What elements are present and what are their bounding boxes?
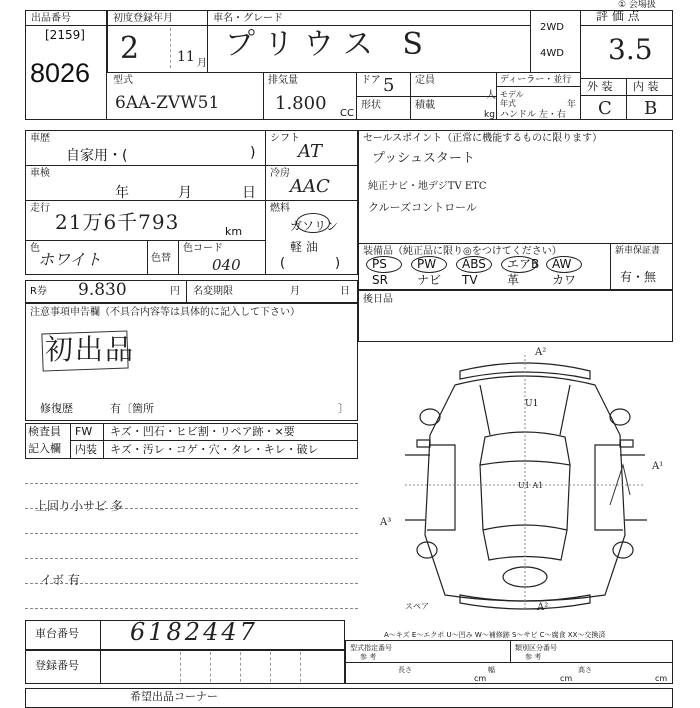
length-unit: cm <box>474 674 487 683</box>
spare-label: 後日品 <box>363 294 393 305</box>
color-code-value: 040 <box>212 256 241 274</box>
dealer-label[interactable]: ディーラー・並行 <box>500 75 572 85</box>
model-cert-label: 型式指定番号 <box>350 644 392 652</box>
capacity-unit: 人 <box>486 90 496 101</box>
equipment-item-8[interactable]: TV <box>462 273 478 287</box>
recycle-row <box>25 280 358 303</box>
exterior-value: C <box>598 98 612 119</box>
equipment-item-1[interactable]: PS <box>372 257 387 271</box>
diagram-mark-right: A¹ <box>652 461 664 472</box>
history-close: ) <box>250 145 256 161</box>
equipment-item-4[interactable]: エアB <box>507 257 540 271</box>
interior-value: B <box>644 98 658 119</box>
equipment-item-9[interactable]: 革 <box>507 273 520 287</box>
width-label: 幅 <box>488 666 495 674</box>
width-unit: cm <box>560 674 573 683</box>
equipment-circle-3 <box>456 256 492 273</box>
diagram-mark-spare: スペア <box>405 602 429 611</box>
shift-label: シフト <box>270 133 300 144</box>
car-name-value: プリウス S <box>225 27 433 62</box>
repair-label: 修復歴 <box>40 402 73 415</box>
sales-points-label: セールスポイント（正常に機能するものに限ります） <box>363 133 603 144</box>
lot-sub: [2159] <box>45 28 85 42</box>
recycle-value: 9.830 <box>78 280 127 300</box>
equipment-circle-1 <box>366 256 402 273</box>
chassis-label: 車台番号 <box>35 627 79 640</box>
chassis-value: 6182447 <box>130 618 258 646</box>
diagram-mark-front: A² <box>535 347 547 358</box>
equipment-circle-4 <box>501 256 540 273</box>
color-change-label: 色替 <box>151 253 171 264</box>
first-reg-month: 11 <box>177 49 195 65</box>
doors-value: 5 <box>383 75 395 96</box>
notes-handwritten: 初出品 <box>45 333 136 366</box>
shift-value: AT <box>298 141 323 162</box>
equipment-item-3[interactable]: ABS <box>462 257 486 271</box>
cooling-label: 冷房 <box>270 168 290 179</box>
color-label: 色 <box>30 243 40 254</box>
doors-label: ドア <box>361 75 381 86</box>
load-label: 積載 <box>415 100 435 111</box>
repair-close: 〕 <box>338 402 349 415</box>
inspector-note2: イボ 有 <box>40 573 80 587</box>
fw-label: FW <box>75 425 93 438</box>
warranty-label: 新車保証書 <box>615 246 661 256</box>
mileage-unit: km <box>225 225 243 238</box>
diagram-mark-roof: U1 A1 <box>518 481 544 490</box>
equipment-item-5[interactable]: AW <box>552 257 572 271</box>
load-unit: kg <box>484 110 495 120</box>
color-value: ホワイト <box>38 250 102 269</box>
drive-4wd[interactable]: 4WD <box>540 48 564 59</box>
diagram-mark-rear: A² <box>537 602 549 613</box>
recycle-label: R券 <box>30 286 47 297</box>
inspector-label2: 記入欄 <box>28 442 61 455</box>
diagram-mark-left: A³ <box>380 517 392 528</box>
eval-label: 評 価 点 <box>596 9 640 23</box>
interior-check-items[interactable]: キズ・汚レ・コゲ・穴・タレ・キレ・破レ <box>110 443 319 456</box>
first-reg-year: 2 <box>120 31 140 66</box>
displacement-value: 1.800 <box>275 93 327 114</box>
exterior-label: 外 装 <box>587 80 613 93</box>
first-reg-label: 初度登録年月 <box>113 13 173 24</box>
mileage-value: 21万6千793 <box>55 210 180 234</box>
eval-score: 3.5 <box>608 33 653 66</box>
lot-number: 8026 <box>30 58 91 88</box>
repair-value: 有〔箇所 <box>110 402 154 415</box>
name-change-month: 月 <box>290 286 300 297</box>
history-value: 自家用・( <box>66 148 128 164</box>
fuel-gasoline-circle <box>296 213 330 233</box>
inspector-label1: 検査員 <box>28 425 61 438</box>
lot-label: 出品番号 <box>31 13 71 24</box>
height-label: 高さ <box>578 666 592 674</box>
class-label: 類別区分番号 <box>515 644 557 652</box>
equipment-item-2[interactable]: PW <box>417 257 437 271</box>
first-reg-month-unit: 月 <box>197 58 207 69</box>
inspection-label: 車検 <box>30 168 50 179</box>
reg-label: 登録番号 <box>35 659 79 672</box>
capacity-label: 定員 <box>415 75 435 86</box>
recycle-unit: 円 <box>170 286 180 297</box>
ref-label-2: 参 考 <box>525 653 542 661</box>
inspector-note1: 上回り小サビ 多 <box>35 499 123 513</box>
equipment-circle-5 <box>546 256 582 273</box>
fuel-gasoline[interactable]: ガソリン <box>290 219 339 233</box>
interior-label: 内 装 <box>633 80 659 93</box>
shape-label: 形状 <box>361 100 381 111</box>
color-code-label: 色コード <box>183 243 223 254</box>
equipment-circle-2 <box>411 256 447 273</box>
type-label: 型式 <box>113 75 133 86</box>
fuel-paren-open: ( <box>280 256 286 271</box>
fuel-paren-close: ) <box>335 256 341 271</box>
bottom-text: 希望出品コーナー <box>130 690 218 703</box>
name-change-day: 日 <box>340 286 350 297</box>
equipment-item-7[interactable]: ナビ <box>417 273 442 287</box>
ref-label-1: 参 考 <box>360 653 377 661</box>
fuel-diesel[interactable]: 軽 油 <box>290 240 318 254</box>
model-year-unit: 年 <box>567 100 577 110</box>
spare-block <box>358 290 673 342</box>
top-right-note: ① 会場扱 <box>618 0 656 10</box>
cooling-value: AAC <box>290 176 330 197</box>
sales-line1: プッシュスタート <box>372 151 475 166</box>
notes-title: 注意事項申告欄（不具合内容等は具体的に記入して下さい） <box>30 307 300 318</box>
bottom-row <box>25 688 673 708</box>
car-name-label: 車名・グレード <box>213 13 283 24</box>
warranty-value[interactable]: 有・無 <box>620 270 657 284</box>
fuel-label: 燃料 <box>270 203 290 214</box>
equipment-item-10[interactable]: カワ <box>552 273 577 287</box>
height-unit: cm <box>655 674 668 683</box>
history-label: 車歴 <box>30 133 50 144</box>
damage-legend: A～キズ E～エクボ U～凹み W～補修跡 S～サビ C～腐食 XX～交換済 <box>384 631 606 639</box>
model-year-label: モデル年式 <box>500 90 524 108</box>
inspection-year: 年 <box>115 185 129 201</box>
sales-line3: クルーズコントロール <box>368 201 477 214</box>
inspection-month: 月 <box>178 185 192 201</box>
inspection-day: 日 <box>242 185 256 201</box>
mileage-label: 走行 <box>30 203 50 214</box>
displacement-unit: CC <box>340 108 354 119</box>
interior-check-label: 内装 <box>75 443 97 456</box>
displacement-label: 排気量 <box>268 75 298 86</box>
drive-2wd[interactable]: 2WD <box>540 22 564 33</box>
diagram-mark-hood: U1 <box>525 399 539 409</box>
equipment-label: 装備品（純正品に限り◎をつけてください） <box>363 246 562 257</box>
name-change-label: 名変期限 <box>193 286 233 297</box>
fw-items[interactable]: キズ・凹石・ヒビ割・リペア跡・×要 <box>110 425 295 438</box>
sales-line2: 純正ナビ・地デジTV ETC <box>368 181 487 192</box>
type-value: 6AA-ZVW51 <box>115 93 220 113</box>
equipment-item-6[interactable]: SR <box>372 273 388 287</box>
length-label: 長さ <box>398 666 412 674</box>
handle-label[interactable]: ハンドル 左・右 <box>500 110 566 120</box>
notes-handwritten-box <box>41 331 128 372</box>
